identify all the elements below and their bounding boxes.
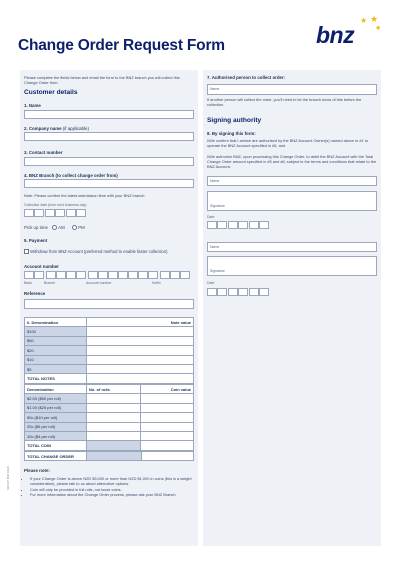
notes-value-cell[interactable] (87, 336, 194, 345)
date-box[interactable] (55, 209, 65, 217)
customer-heading: Customer details (24, 89, 78, 96)
signatory2-signature-sub: Signature (210, 269, 225, 273)
coin-total-cell[interactable] (141, 441, 194, 450)
signing-label: 8. By signing this form: (207, 131, 256, 136)
account-branch-box[interactable] (76, 271, 86, 279)
authorised-name-field[interactable] (207, 84, 377, 95)
coin-value-cell[interactable] (141, 403, 194, 412)
table-row (25, 452, 194, 461)
account-label: Account number (24, 264, 59, 269)
coin-header-value: Coin value (141, 385, 194, 394)
coin-denom: $1.00 ($25 per roll) (25, 403, 87, 412)
table-row (25, 394, 194, 403)
date-box[interactable] (228, 221, 238, 229)
payment-label: 5. Payment (24, 238, 48, 243)
notes-table (24, 317, 194, 384)
contact-label: 3. Contact number (24, 150, 63, 155)
signatory1-name-sub: Name (210, 179, 220, 183)
notes-denom: $10 (25, 355, 87, 364)
table-row (25, 403, 194, 412)
pm-label: PM (78, 225, 85, 230)
account-number-box[interactable] (118, 271, 128, 279)
account-suffix-box[interactable] (160, 271, 170, 279)
date-box[interactable] (259, 288, 269, 296)
notes-total-label: TOTAL NOTES (25, 374, 87, 383)
account-number-box[interactable] (108, 271, 118, 279)
account-number-box[interactable] (148, 271, 158, 279)
account-branch-box[interactable] (56, 271, 66, 279)
intro-text: Please complete the fields below and email the form to the BNZ branch you will collect this Change Order from. (24, 75, 180, 86)
signing-p1: I/We confirm that I am/we are authorised by the BNZ Account Owner(s) named above in #1 to operate the BNZ Account specified in #5, and (207, 138, 369, 149)
company-field[interactable] (24, 132, 194, 141)
pm-radio[interactable] (72, 225, 77, 230)
coin-denom: 20c ($5 per roll) (25, 422, 87, 431)
account-bank-box[interactable] (24, 271, 34, 279)
notes-denom: $20 (25, 346, 87, 355)
authorised-label: 7. Authorised person to collect order: (207, 75, 286, 80)
notes-value-cell[interactable] (87, 355, 194, 364)
notes-denom: $5 (25, 364, 87, 373)
date-box[interactable] (45, 209, 55, 217)
bnz-logo (316, 14, 382, 52)
table-row (25, 364, 194, 373)
account-number-box[interactable] (138, 271, 148, 279)
branch-label: 4. BNZ Branch (to collect change order from) (24, 173, 118, 178)
signatory1-date-sub: Date (207, 215, 215, 219)
account-suffix-box[interactable] (170, 271, 180, 279)
withdraw-checkbox[interactable] (24, 249, 29, 254)
coin-value-cell[interactable] (141, 422, 194, 431)
signatory1-signature-sub: Signature (210, 204, 225, 208)
reference-label: Reference (24, 291, 46, 296)
please-note-list (24, 476, 194, 498)
list-item: • For more information about the Change Order process, please ask your BNZ Branch. (30, 492, 194, 497)
date-box[interactable] (217, 288, 227, 296)
date-box[interactable] (238, 288, 248, 296)
date-box[interactable] (207, 221, 217, 229)
table-row (25, 374, 194, 383)
company-label-text: 2. Company name (24, 126, 62, 131)
date-box[interactable] (207, 288, 217, 296)
coin-rolls-cell[interactable] (87, 403, 141, 412)
date-box[interactable] (238, 221, 248, 229)
table-row (25, 431, 194, 440)
notes-denom: $50 (25, 336, 87, 345)
account-sub-number: Account number (86, 281, 112, 285)
date-box[interactable] (24, 209, 34, 217)
right-panel (203, 70, 381, 546)
branch-field[interactable] (24, 179, 194, 188)
account-sub-bank: Bank (24, 281, 32, 285)
pickup-label: Pick up time (24, 225, 48, 230)
account-branch-box[interactable] (46, 271, 56, 279)
coin-table (24, 384, 194, 451)
date-box[interactable] (249, 221, 259, 229)
star-icon: ★ (360, 16, 368, 25)
table-row (25, 441, 194, 450)
withdraw-row (24, 249, 194, 254)
am-radio[interactable] (52, 225, 57, 230)
date-box[interactable] (34, 209, 44, 217)
table-row (25, 413, 194, 422)
coin-denom: 10c ($4 per roll) (25, 431, 87, 440)
page-title: Change Order Request Form (18, 37, 225, 54)
date-box[interactable] (249, 288, 259, 296)
table-row (25, 346, 194, 355)
coin-value-cell[interactable] (141, 394, 194, 403)
withdraw-text: Withdraw from BNZ Account (preferred method to enable faster collection) (30, 249, 168, 254)
coin-header-rolls: No. of rolls (87, 385, 141, 394)
grand-total-table (24, 451, 194, 461)
coin-rolls-cell[interactable] (87, 431, 141, 440)
star-icon: ★ (375, 25, 382, 32)
name-label: 1. Name (24, 103, 41, 108)
pickup-row (24, 225, 194, 230)
coin-rolls-cell[interactable] (87, 422, 141, 431)
signatory2-name-field[interactable] (207, 242, 377, 252)
star-icon: ★ (370, 14, 379, 24)
reference-field[interactable] (24, 299, 194, 309)
coin-header-denomination: Denomination (25, 385, 87, 394)
table-row (25, 355, 194, 364)
date-box[interactable] (228, 288, 238, 296)
coin-rolls-cell[interactable] (87, 394, 141, 403)
account-number-box[interactable] (88, 271, 98, 279)
notes-value-cell[interactable] (87, 364, 194, 373)
company-note: (if applicable) (62, 126, 89, 131)
account-branch-box[interactable] (66, 271, 76, 279)
collection-date-label: Collection date (from next business day) (24, 203, 87, 207)
list-item: • Coin will only be provided in full rolls, not loose coins. (30, 487, 194, 492)
signing-p2: I/We authorise BNZ, upon processing this Change Order, to debit the BNZ Account with the Total Change Order amount specified in #5 and #6, subject to the terms and conditions that relate to the BNZ Account. (207, 154, 377, 170)
left-panel (20, 70, 198, 546)
authorised-name-sub: Name (210, 87, 220, 91)
notes-header-value: Note value (87, 318, 194, 327)
company-label (24, 126, 194, 131)
notes-denom: $100 (25, 327, 87, 336)
branch-note: Note: Please confirm the latest submission time with your BNZ branch. (24, 193, 146, 198)
form-reference: SA0127 BNZ 04/21 (6, 465, 10, 490)
date-box[interactable] (66, 209, 76, 217)
coin-value-cell[interactable] (141, 413, 194, 422)
name-field[interactable] (24, 110, 194, 119)
coin-denom: 50c ($10 per roll) (25, 413, 87, 422)
coin-total-blank (87, 441, 141, 450)
account-suffix-box[interactable] (180, 271, 190, 279)
account-number-box[interactable] (128, 271, 138, 279)
please-note-heading: Please note: (24, 468, 50, 473)
account-sub-branch: Branch (44, 281, 56, 285)
coin-total-label: TOTAL COIN (25, 441, 87, 450)
logo-text: bnz (316, 22, 355, 48)
date-box[interactable] (76, 209, 86, 217)
authorised-note: If another person will collect the order, you'll need to let the branch know of this before the collection. (207, 97, 362, 108)
coin-value-cell[interactable] (141, 431, 194, 440)
signatory1-name-field[interactable] (207, 176, 377, 186)
account-bank-box[interactable] (34, 271, 44, 279)
list-item: • If your Change Order is above NZD $5,000 or more than NZD $1,000 in coins (this is a weight consideration), please talk to us about alternative options. (30, 476, 194, 487)
signatory2-name-sub: Name (210, 245, 220, 249)
notes-value-cell[interactable] (87, 346, 194, 355)
coin-denom: $2.00 ($50 per roll) (25, 394, 87, 403)
table-row (25, 422, 194, 431)
signatory2-date-sub: Date (207, 281, 215, 285)
contact-field[interactable] (24, 157, 194, 166)
notes-total-cell[interactable] (87, 374, 194, 383)
notes-header-denomination: 6. Denomination (25, 318, 87, 327)
account-number-box[interactable] (98, 271, 108, 279)
signatory2-signature-field[interactable] (207, 256, 377, 276)
account-sub-suffix: Suffix (152, 281, 161, 285)
grand-total-label: TOTAL CHANGE ORDER (25, 452, 87, 461)
notes-value-cell[interactable] (87, 327, 194, 336)
grand-total-cell[interactable] (142, 452, 194, 461)
grand-total-blank (87, 452, 142, 461)
signing-heading: Signing authority (207, 117, 262, 124)
am-label: AM (58, 225, 65, 230)
table-row (25, 327, 194, 336)
coin-rolls-cell[interactable] (87, 413, 141, 422)
date-box[interactable] (217, 221, 227, 229)
date-box[interactable] (259, 221, 269, 229)
table-row (25, 336, 194, 345)
signatory1-signature-field[interactable] (207, 191, 377, 211)
